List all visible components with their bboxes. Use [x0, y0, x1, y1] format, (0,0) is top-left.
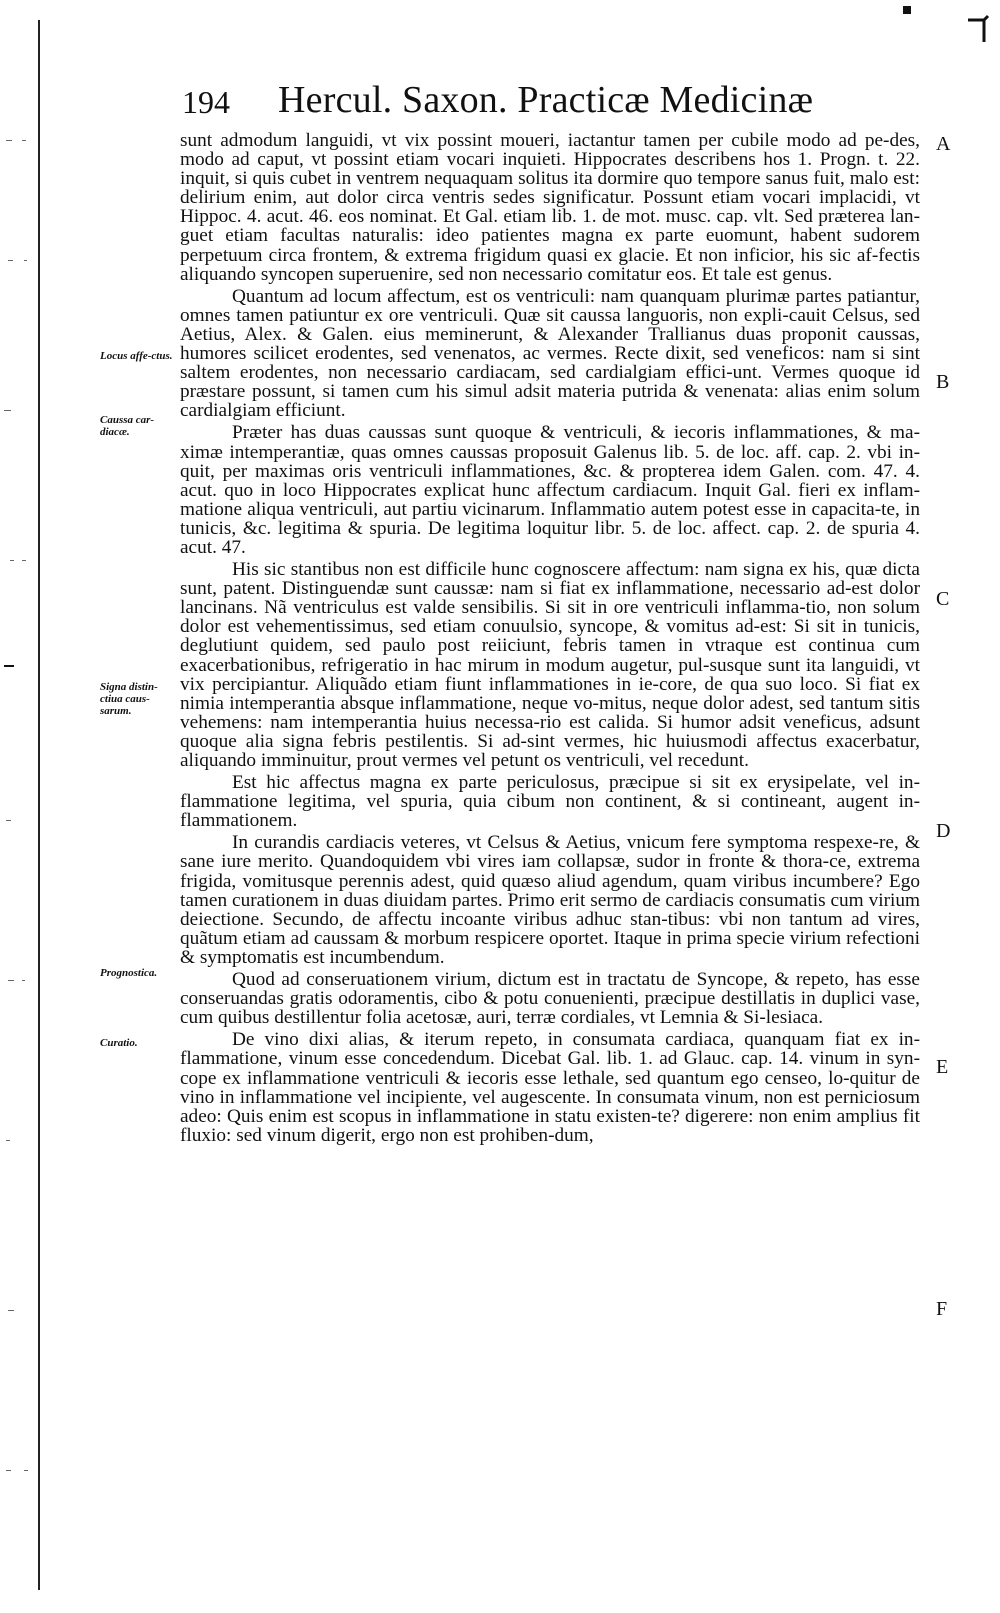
paragraph-prognostica: Est hic affectus magna ex parte periculosus, præcipue si sit ex erysipelate, vel in-flammatione legitima, vel spuria, quia cibum non continent, & si contineant, augent in-flammationem.	[180, 772, 920, 832]
section-letter-b: B	[936, 371, 950, 393]
ink-mark	[903, 6, 911, 14]
paragraph-conseruatio: Quod ad conseruationem virium, dictum est in tractatu de Syncope, & repeto, has esse conseruandas gratis odoramentis, cibo & potu conuenienti, præcipue destillatis in duplici vase, cum quibus destillentur folia acetosæ, auri, terræ cordiales, vt Lemnia & Si-lesiaca.	[180, 969, 920, 1029]
section-letter-e: E	[936, 1056, 949, 1078]
section-letter-f: F	[936, 1298, 948, 1320]
section-letter-c: C	[936, 588, 950, 610]
section-letter-a: A	[936, 133, 951, 155]
spine-tick	[0, 820, 46, 821]
spine-tick	[0, 665, 46, 666]
page-spine-edge	[0, 0, 46, 1613]
side-note-curatio: Curatio.	[100, 1037, 138, 1049]
section-letter-d: D	[936, 820, 951, 842]
paragraph-signa: His sic stantibus non est difficile hunc cognoscere affectum: nam signa ex his, quæ dicta sunt, patent. Distinguendæ sunt caussæ: nam si fiat ex inflammatione, necessario ad-est dolor lancinans. Nã ventriculus est valde sensibilis. Si sit in ore ventriculi inflamma-tio, non solum dolor est vehementissimus, sed etiam conuulsio, syncope, & vomitus ad-est: Si sit in tunicis, deglutiunt quidem, sed paulo post reiiciunt, febris tamen in vtraque est continua cum exacerbationibus, refrigeratio in hac mirum in modum augetur, pul-susque sunt ita languidi, vt vix percipiantur. Aliquãdo etiam fiunt inflammationes in ie-core, de qua suo loco. Si fiat ex nimia intemperantia absque inflammatione, neque vo-mitus, neque dolor adest, sed tantum sitis vehemens: nam intemperantia huius necessa-rio est calida. Si humor adsit veneficus, adsunt quoque alia signa febris pestilentis. Si ad-sint vermes, hic huiusmodi affectus exacerbatur, aliquando imminuitur, prout vermes vel petunt os ventriculi, vel recedunt.	[180, 559, 920, 771]
spine-tick	[0, 560, 46, 561]
paragraph-curatio: In curandis cardiacis veteres, vt Celsus & Aetius, vnicum fere symptoma respexe-re, & sane iure merito. Quandoquidem vbi vires iam collapsæ, sudor in fronte & thora-ce, extrema frigida, vomitusque perennis adest, quid quæso aliud agendum, quam viribus incumbere? Ego tamen curationem in duas diuidam partes. Primo erit sermo de cardiacis consumatis cum virium deiectione. Secundo, de affectu incoante viribus adhuc stan-tibus: vbi non tantum ad vires, quãtum etiam ad caussam & morbum respicere oportet. Itaque in prima specie virium refectioni & symptomatis est incumbendum.	[180, 832, 920, 968]
page-number: 194	[182, 84, 230, 120]
spine-tick	[0, 980, 46, 981]
side-note-locus: Locus affe-ctus.	[100, 350, 173, 362]
side-note-prognostica: Prognostica.	[100, 967, 158, 979]
spine-tick	[0, 260, 46, 261]
spine-tick	[0, 1470, 46, 1471]
paragraph-caussae: Præter has duas caussas sunt quoque & ventriculi, & iecoris inflammationes, & ma-ximæ intemperantiæ, quas omnes caussas proposuit Galenus lib. 5. de loc. aff. cap. 2. vbi in-quit, per maximas oris ventriculi inflammationes, &c. & propterea idem Galen. com. 47. 4. acut. quo in loco Hippocrates explicat hunc affectum cardiacum. Inquit Gal. fieri ex inflam-matione aliqua ventriculi, aut partiu vicinarum. Inflammatio autem potest esse in capacita-te, in tunicis, &c. legitima & spuria. De legitima loquitur libr. 5. de loc. affect. cap. 2. de spuria 4. acut. 47.	[180, 422, 920, 558]
spine-tick	[0, 1310, 46, 1311]
spine-tick	[0, 1140, 46, 1141]
spine-tick	[0, 410, 46, 411]
spine-tick	[0, 140, 46, 141]
page-header	[182, 78, 922, 126]
paragraph-symptoms: sunt admodum languidi, vt vix possint moueri, iactantur tamen per cubile modo ad pe-des, modo ad caput, vt possint etiam vocari inquieti. Hippocrates describens hos 1. Progn. t. 22. inquit, si quis cubet in ventrem nequaquam solitus ita dormire quo tempore sanus fuit, malo est: delirium enim, aut dolor circa ventris sedes significatur. Possunt etiam vocari implacidi, vt Hippoc. 4. acut. 46. eos nominat. Et Gal. etiam lib. 1. de mot. musc. cap. vlt. Sed præterea lan-guet etiam facultas naturalis: ideo patientes magna ex parte euomunt, habent sudorem perpetuum circa frontem, & extrema frigidum quasi ex glacie. Et non inficior, his sic af-fectis aliquando syncopen superuenire, sed non necessario comitatur eos. Et tale est genus.	[180, 130, 920, 285]
paragraph-locus: Quantum ad locum affectum, est os ventriculi: nam quanquam plurimæ partes patiantur, omnes tamen patiuntur ex ore ventriculi. Quæ sit caussa languoris, non expli-cauit Celsus, sed Aetius, Alex. & Galen. eius meminerunt, & Alexander Trallianus duas proponit caussas, humores scilicet erodentes, sed venenatos, ac vermes. Recte dixit, sed veneficos: nam si sint saltem erodentes, non necessario cardiacam, sed cardialgiam effici-unt. Vermes quoque id præstare possunt, si tamen cum his simul adsit materia putrida & venenata: alias enim solum cardialgiam efficiunt.	[180, 285, 920, 422]
running-title: Hercul. Saxon. Practicæ Medicinæ	[278, 79, 814, 121]
main-text	[180, 131, 920, 1148]
spine-rule	[38, 20, 40, 1590]
paragraph-vino: De vino dixi alias, & iterum repeto, in consumata cardiaca, quanquam fiat ex in-flammatione, vinum esse concedendum. Dicebat Gal. lib. 1. ad Glauc. cap. 14. vinum in syn-cope ex inflammatione ventriculi & iecoris esse lethale, sed quantum ego censeo, lo-quitur de vino in inflammatione vel incipiente, vel augescente. In consumata vinum, non est perniciosum adeo: Quis enim est scopus in inflammatione in statu existen-te? digerere: non enim amplius fit fluxio: sed vinum digerit, ergo non est prohiben-dum,	[180, 1029, 920, 1146]
corner-flourish-icon	[968, 6, 990, 44]
side-note-caussa: Caussa car-diacæ.	[100, 414, 155, 438]
side-note-signa: Signa distin-ctiua caus-sarum.	[100, 681, 158, 717]
